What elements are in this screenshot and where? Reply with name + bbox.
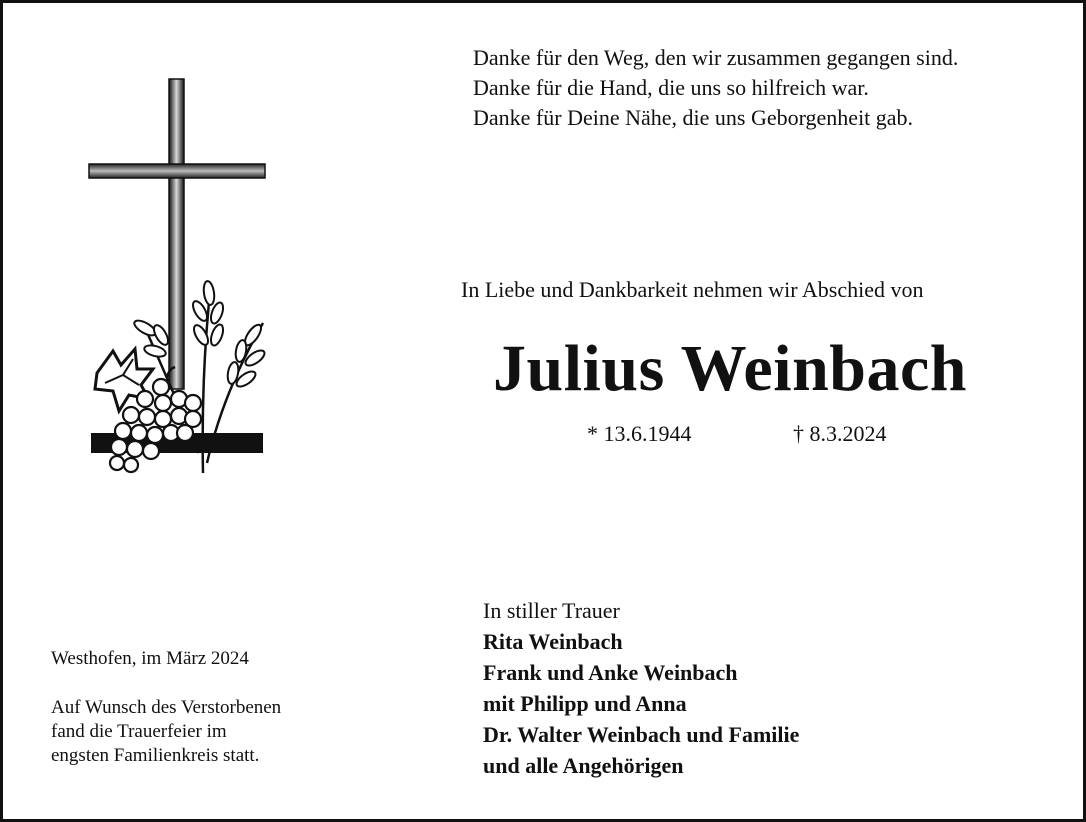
note-line: engsten Familienkreis statt. <box>51 745 260 766</box>
funeral-note <box>51 696 281 768</box>
note-line: fand die Trauerfeier im <box>51 721 227 742</box>
mourner-name: und alle Angehörigen <box>483 753 684 778</box>
cross-wheat-grapes-icon <box>83 73 283 483</box>
mourner-name: mit Philipp und Anna <box>483 691 687 716</box>
poem <box>473 43 958 133</box>
place-date: Westhofen, im März 2024 <box>51 648 249 669</box>
intro-text: In Liebe und Dankbarkeit nehmen wir Abschied von <box>461 277 924 302</box>
mourner-name: Dr. Walter Weinbach und Familie <box>483 722 800 747</box>
death-date: † 8.3.2024 <box>793 421 887 446</box>
poem-line: Danke für Deine Nähe, die uns Geborgenheit gab. <box>473 105 914 130</box>
mourners-heading: In stiller Trauer <box>483 598 620 623</box>
mourner-name: Frank und Anke Weinbach <box>483 660 738 685</box>
birth-date: * 13.6.1944 <box>587 421 692 446</box>
note-line: Auf Wunsch des Verstorbenen <box>51 697 282 718</box>
mourner-name: Rita Weinbach <box>483 629 623 654</box>
deceased-name: Julius Weinbach <box>493 332 967 405</box>
mourners-block <box>483 595 799 781</box>
poem-line: Danke für den Weg, den wir zusammen gegangen sind. <box>473 45 959 70</box>
poem-line: Danke für die Hand, die uns so hilfreich war. <box>473 75 869 100</box>
